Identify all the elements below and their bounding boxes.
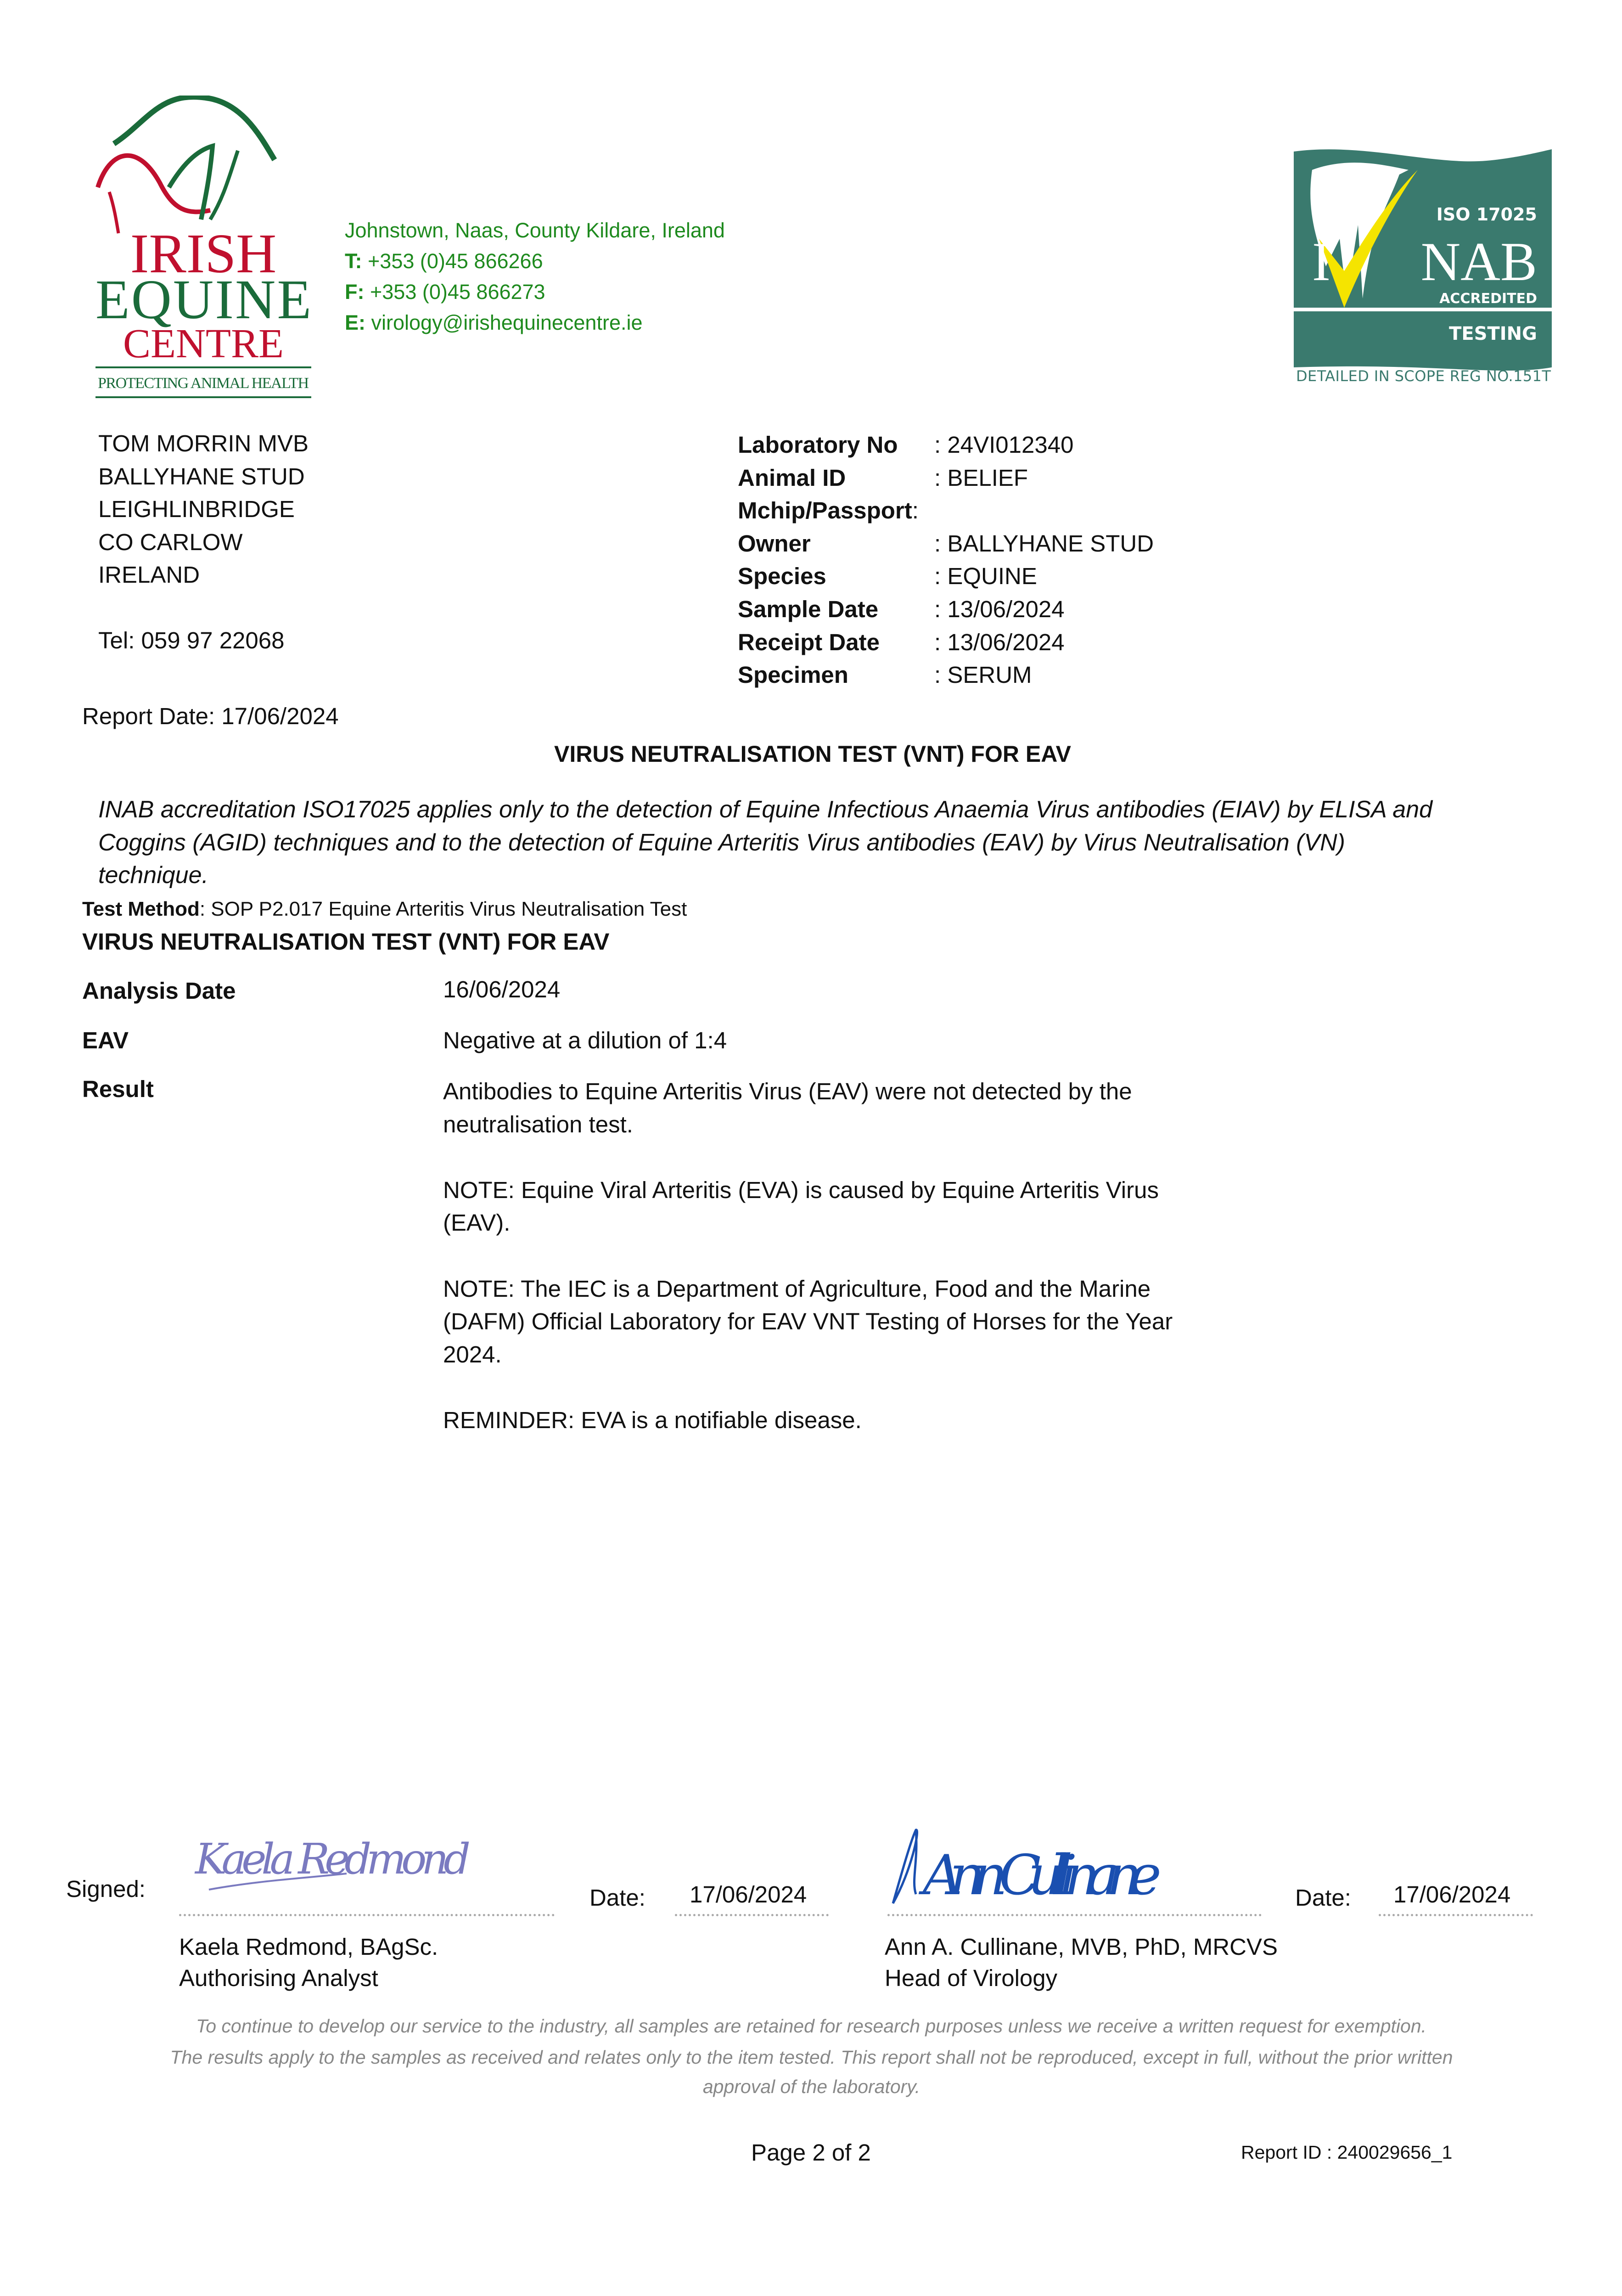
svg-text:ACCREDITED: ACCREDITED [1439, 291, 1537, 307]
signature-line-2 [887, 1914, 1262, 1916]
svg-text:PROTECTING ANIMAL HEALTH: PROTECTING ANIMAL HEALTH [98, 375, 309, 392]
result-text [443, 1075, 1173, 1437]
date-line-2 [1379, 1914, 1533, 1916]
date-label-1: Date: [589, 1885, 645, 1911]
result-note: NOTE: The IEC is a Department of Agriculture, Food and the Marine [443, 1275, 1151, 1302]
signature-ann-cullinane [884, 1825, 1205, 1908]
eav-label: EAV [82, 1027, 129, 1053]
signatory-role: Head of Virology [885, 1964, 1058, 1991]
section-heading: VIRUS NEUTRALISATION TEST (VNT) FOR EAV [82, 929, 610, 955]
address-line: BALLYHANE STUD [98, 463, 305, 490]
svg-text:NAB: NAB [1420, 231, 1537, 292]
lab-address: Johnstown, Naas, County Kildare, Ireland [345, 219, 725, 242]
info-row-owner: Owner : BALLYHANE STUD [738, 530, 1154, 557]
footer-disclaimer-1: To continue to develop our service to the industry, all samples are retained for research purposes unless we receive a written request for exemption. [196, 2015, 1427, 2037]
info-row-lab-no: Laboratory No : 24VI012340 [738, 432, 1074, 458]
info-row-sample-date: Sample Date : 13/06/2024 [738, 596, 1065, 622]
footer-disclaimer-2: The results apply to the samples as received and relates only to the item tested. This report shall not be reproduced, except in full, without the prior written approval of the laboratory. [170, 2047, 1453, 2097]
address-line: IRELAND [98, 562, 200, 588]
analysis-date-value: 16/06/2024 [443, 976, 561, 1002]
signatory-role: Authorising Analyst [179, 1964, 378, 1991]
lab-phone: T: +353 (0)45 866266 [345, 249, 543, 273]
svg-text:TESTING: TESTING [1449, 323, 1537, 344]
address-line: TOM MORRIN MVB [98, 430, 309, 456]
lab-fax: F: +353 (0)45 866273 [345, 280, 545, 304]
svg-text:ISO 17025: ISO 17025 [1436, 204, 1537, 225]
lab-email[interactable]: E: virology@irishequinecentre.ie [345, 311, 643, 334]
info-row-animal-id: Animal ID : BELIEF [738, 464, 1028, 491]
date-label-2: Date: [1295, 1885, 1351, 1911]
eav-value: Negative at a dilution of 1:4 [443, 1027, 727, 1053]
report-date: Report Date: 17/06/2024 [82, 703, 339, 729]
result-label: Result [82, 1076, 154, 1102]
inab-accreditation-logo [1294, 147, 1553, 386]
accreditation-note: INAB accreditation ISO17025 applies only to the detection of Equine Infectious Anaemia Virus antibodies (EIAV) by ELISA and Coggins (AGID) techniques and to the detection of Equine Arteritis Virus antibodies (EAV) by Virus Neutralisation (VN) technique. [98, 796, 1433, 889]
signatory-1 [179, 1930, 438, 1994]
page-number: Page 2 of 2 [751, 2139, 871, 2166]
report-id: Report ID : 240029656_1 [1241, 2142, 1453, 2163]
sample-info [738, 428, 1289, 692]
result-note: (EAV). [443, 1210, 511, 1236]
result-note: (DAFM) Official Laboratory for EAV VNT Testing of Horses for the Year [443, 1308, 1173, 1335]
result-note: 2024. [443, 1341, 502, 1367]
svg-text:IRISH: IRISH [130, 223, 277, 285]
info-row-mchip: Mchip/Passport: [738, 497, 919, 524]
signed-label: Signed: [66, 1876, 146, 1902]
info-row-specimen: Specimen : SERUM [738, 662, 1032, 688]
sign-date-2: 17/06/2024 [1393, 1881, 1511, 1908]
recipient-address [98, 427, 309, 657]
svg-text:CENTRE: CENTRE [123, 321, 284, 366]
svg-text:EQUINE: EQUINE [95, 269, 311, 331]
contact-block [345, 215, 725, 338]
address-line: LEIGHLINBRIDGE [98, 496, 295, 523]
signature-kaela-redmond [191, 1830, 480, 1894]
svg-text:DETAILED IN SCOPE REG NO.151T: DETAILED IN SCOPE REG NO.151T [1296, 367, 1551, 385]
signature-line-1 [179, 1914, 555, 1916]
result-line: neutralisation test. [443, 1111, 633, 1137]
result-reminder: REMINDER: EVA is a notifiable disease. [443, 1407, 862, 1433]
signatory-name: Ann A. Cullinane, MVB, PhD, MRCVS [885, 1934, 1278, 1960]
result-line: Antibodies to Equine Arteritis Virus (EAV) were not detected by the [443, 1078, 1132, 1104]
svg-text:Kaela Redmond: Kaela Redmond [195, 1835, 471, 1884]
recipient-tel: Tel: 059 97 22068 [98, 627, 285, 653]
result-note: NOTE: Equine Viral Arteritis (EVA) is caused by Equine Arteritis Virus [443, 1176, 1159, 1203]
address-line: CO CARLOW [98, 529, 243, 555]
irish-equine-centre-logo [91, 96, 316, 401]
svg-text:I: I [1312, 231, 1330, 292]
info-row-species: Species : EQUINE [738, 563, 1037, 590]
svg-text:Ann Cullinane: Ann Cullinane [923, 1844, 1162, 1908]
test-method: Test Method: SOP P2.017 Equine Arteritis Virus Neutralisation Test [82, 898, 687, 920]
analysis-date-label: Analysis Date [82, 978, 236, 1004]
signatory-name: Kaela Redmond, BAgSc. [179, 1934, 438, 1960]
date-line-1 [675, 1914, 829, 1916]
sign-date-1: 17/06/2024 [690, 1881, 807, 1908]
info-row-receipt-date: Receipt Date : 13/06/2024 [738, 629, 1065, 655]
page-title: VIRUS NEUTRALISATION TEST (VNT) FOR EAV [554, 741, 1071, 767]
signatory-2 [885, 1930, 1278, 1994]
